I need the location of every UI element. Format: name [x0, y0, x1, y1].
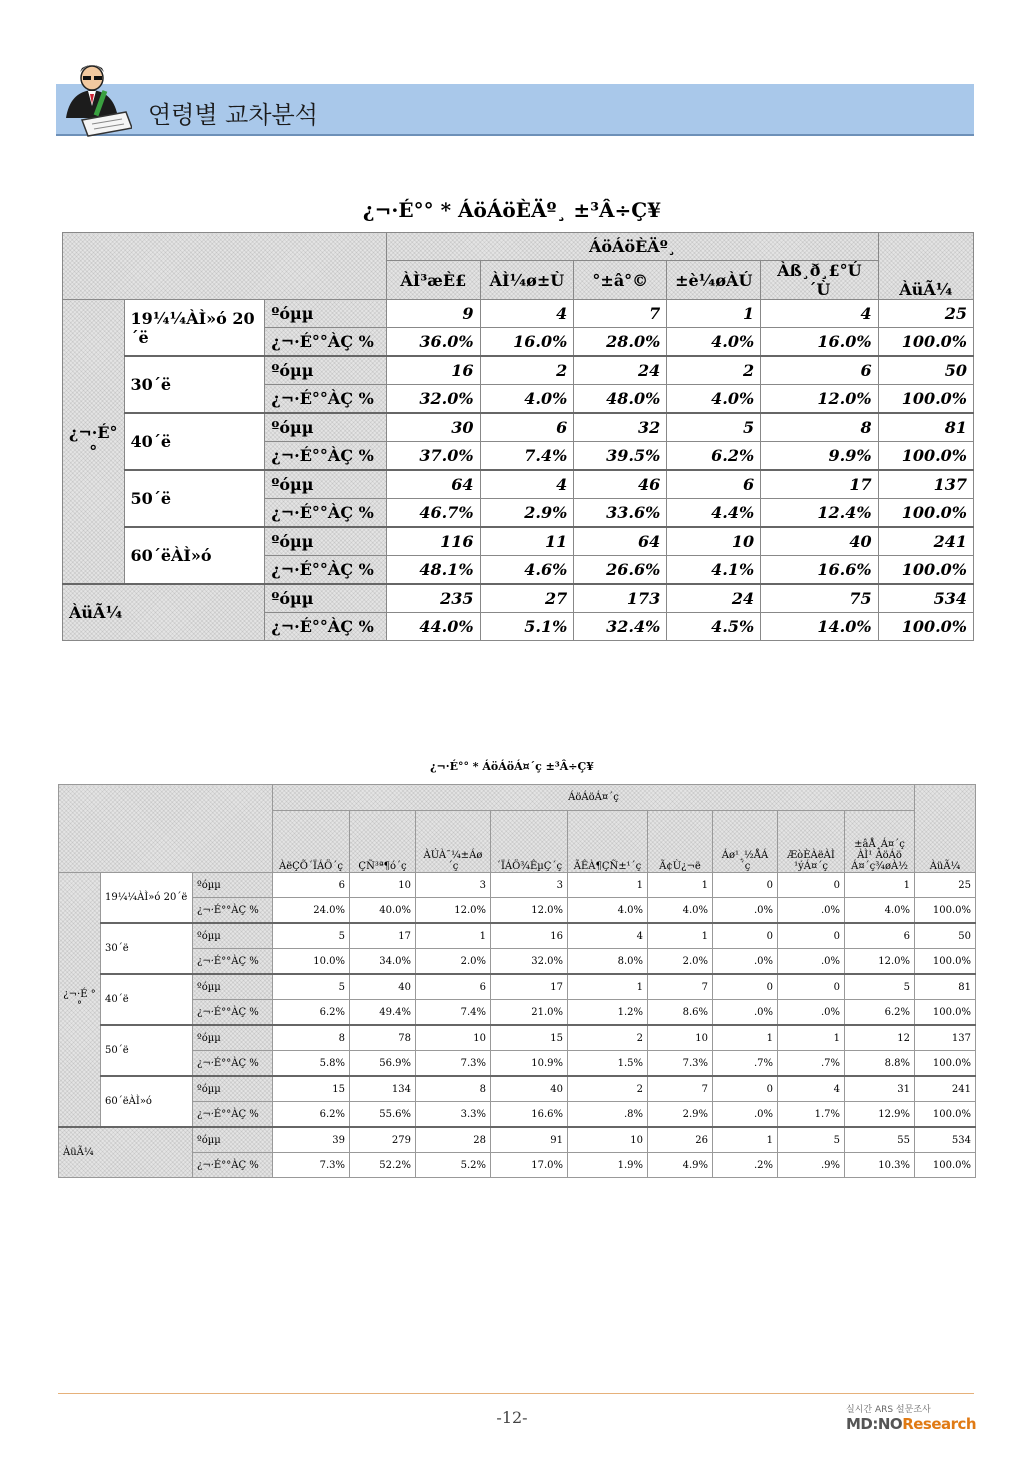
table2-percent-cell: 17.0% [491, 1153, 568, 1178]
table2-count-cell: 1 [778, 1025, 845, 1051]
table2-percent-cell: .7% [713, 1051, 778, 1077]
table1-percent-cell: 4.0% [667, 385, 761, 414]
table2-title: ¿¬·É°° * ÁöÁöÁ¤´ç ±³Â÷Ç¥ [430, 760, 594, 773]
table1-percent-cell: 12.4% [761, 499, 878, 528]
table2-count-cell: 40 [491, 1076, 568, 1102]
table2-row-group-label: ¿¬·É °° [59, 873, 101, 1128]
table1-count-cell: 64 [574, 527, 667, 556]
table2-percent-cell: 5.8% [273, 1051, 350, 1077]
table2-total-header: ÀüÃ¼ [915, 785, 976, 873]
table2-count-cell: 78 [350, 1025, 416, 1051]
table1-percent-cell: 5.1% [480, 613, 574, 641]
table2-percent-cell: 49.4% [350, 1000, 416, 1026]
table1-table-row [63, 527, 974, 556]
table1-table-row [63, 470, 974, 499]
table2-percent-cell: 2.9% [648, 1102, 713, 1128]
table1-count-cell: 30 [387, 413, 480, 442]
table1-count-cell: 8 [761, 413, 878, 442]
table2-percent-cell: 2.0% [648, 949, 713, 975]
table1-count-cell: 64 [387, 470, 480, 499]
table1-percent-cell: 4.0% [480, 385, 574, 414]
table2-percent-cell: .7% [778, 1051, 845, 1077]
businessman-writing-icon [52, 58, 132, 138]
table2-percent-cell: 8.0% [568, 949, 648, 975]
table2-row-label: 40´ë [101, 974, 193, 1025]
table2-row-label: 30´ë [101, 923, 193, 974]
table2-count-cell: 0 [778, 923, 845, 949]
table2-count-cell: 5 [273, 974, 350, 1000]
table1-count-cell: 16 [387, 356, 480, 385]
table2-count-cell: 40 [350, 974, 416, 1000]
table2-count-cell: 534 [915, 1127, 976, 1153]
table2-percent-cell: 1.2% [568, 1000, 648, 1026]
table2-count-cell: 25 [915, 873, 976, 898]
table2-count-cell: 39 [273, 1127, 350, 1153]
table2-count-cell: 8 [273, 1025, 350, 1051]
table2-percent-cell: 6.2% [273, 1102, 350, 1128]
table2-col-header: ÀÚÀ¯¼±Áø´ç [416, 811, 491, 873]
table1-count-cell: 116 [387, 527, 480, 556]
table2-count-cell: 3 [416, 873, 491, 898]
table2-measure-label: ¿¬·É°°ÀÇ % [193, 898, 273, 924]
table2-count-cell: 137 [915, 1025, 976, 1051]
table1-measure-label: ¿¬·É°°ÀÇ % [265, 556, 387, 585]
table2-count-cell: 8 [416, 1076, 491, 1102]
table2-percent-cell: 21.0% [491, 1000, 568, 1026]
table1-measure-label: ¿¬·É°°ÀÇ % [265, 328, 387, 357]
table2-measure-label: ¿¬·É°°ÀÇ % [193, 1000, 273, 1026]
table1-count-cell: 534 [878, 584, 973, 613]
table1-row-label: 30´ë [124, 356, 265, 413]
table2-count-cell: 81 [915, 974, 976, 1000]
table2-count-cell: 0 [778, 873, 845, 898]
table1-percent-cell: 16.0% [480, 328, 574, 357]
table1-count-cell: 24 [574, 356, 667, 385]
table2-percent-cell: 4.0% [568, 898, 648, 924]
table2-count-cell: 0 [778, 974, 845, 1000]
table1-count-cell: 24 [667, 584, 761, 613]
table2-count-cell: 10 [568, 1127, 648, 1153]
table1-count-cell: 173 [574, 584, 667, 613]
table1-count-cell: 17 [761, 470, 878, 499]
table1-percent-cell: 100.0% [878, 499, 973, 528]
table1-count-cell: 241 [878, 527, 973, 556]
table1-percent-cell: 44.0% [387, 613, 480, 641]
table2-count-cell: 0 [713, 974, 778, 1000]
table2-table-row [59, 873, 976, 898]
table2-percent-cell: .0% [713, 1102, 778, 1128]
table2-col-header: ÇÑ³ª¶ó´ç [350, 811, 416, 873]
table2-percent-cell: 12.9% [845, 1102, 915, 1128]
table2-measure-label: ºóµµ [193, 1127, 273, 1153]
table2-measure-label: ºóµµ [193, 974, 273, 1000]
table1-row-label: 60´ëÀÌ»ó [124, 527, 265, 584]
table2-percent-cell: 7.3% [273, 1153, 350, 1178]
table1-percent-cell: 16.0% [761, 328, 878, 357]
table2-row-label: 50´ë [101, 1025, 193, 1076]
table1-percent-cell: 16.6% [761, 556, 878, 585]
table2-percent-cell: .0% [778, 1000, 845, 1026]
table2-count-cell: 6 [845, 923, 915, 949]
table2-count-cell: 279 [350, 1127, 416, 1153]
table2-col-header: ÀëÇÕ´ÏÁÖ´ç [273, 811, 350, 873]
table1-measure-label: ¿¬·É°°ÀÇ % [265, 442, 387, 471]
table1-percent-cell: 100.0% [878, 328, 973, 357]
table1-count-cell: 32 [574, 413, 667, 442]
table2-count-cell: 4 [778, 1076, 845, 1102]
table2-percent-cell: 7.3% [648, 1051, 713, 1077]
brand-subtitle: 실시간 ARS 설문조사 [846, 1405, 931, 1415]
table1-measure-label: ºóµµ [265, 527, 387, 556]
table1-measure-label: ºóµµ [265, 470, 387, 499]
table2-percent-cell: .0% [778, 949, 845, 975]
table2-percent-cell: 24.0% [273, 898, 350, 924]
table2-percent-cell: 2.0% [416, 949, 491, 975]
table2-percent-cell: .0% [713, 949, 778, 975]
table1-percent-cell: 48.1% [387, 556, 480, 585]
table1-count-cell: 6 [761, 356, 878, 385]
table2-count-cell: 26 [648, 1127, 713, 1153]
page-title: 연령별 교차분석 [148, 101, 318, 129]
table2-count-cell: 0 [713, 923, 778, 949]
table2-percent-cell: 100.0% [915, 898, 976, 924]
table1-count-cell: 11 [480, 527, 574, 556]
table2-count-cell: 50 [915, 923, 976, 949]
table2-count-cell: 17 [491, 974, 568, 1000]
table2-measure-label: ºóµµ [193, 923, 273, 949]
table1-percent-cell: 4.4% [667, 499, 761, 528]
table1-row-label: 19¼¼ÀÌ»ó 20´ë [124, 300, 265, 357]
table1-total-header: ÀüÃ¼ [878, 233, 973, 300]
table2-count-cell: 5 [273, 923, 350, 949]
table2-percent-cell: 100.0% [915, 1153, 976, 1178]
table1-count-cell: 10 [667, 527, 761, 556]
table1-percent-cell: 2.9% [480, 499, 574, 528]
table1-count-cell: 2 [667, 356, 761, 385]
table1-col-header: ±è¼øÀÚ [667, 261, 761, 300]
table1-count-cell: 235 [387, 584, 480, 613]
table1-measure-label: ºóµµ [265, 356, 387, 385]
table2-count-cell: 55 [845, 1127, 915, 1153]
table1-percent-cell: 100.0% [878, 613, 973, 641]
table1-count-cell: 5 [667, 413, 761, 442]
table1-percent-cell: 32.0% [387, 385, 480, 414]
table2-percent-cell: 6.2% [273, 1000, 350, 1026]
table2-percent-cell: 12.0% [491, 898, 568, 924]
table1-percent-cell: 6.2% [667, 442, 761, 471]
table2-percent-cell: 12.0% [845, 949, 915, 975]
table1-count-cell: 4 [761, 300, 878, 328]
table1-count-cell: 7 [574, 300, 667, 328]
table2-count-cell: 6 [416, 974, 491, 1000]
table2-col-header: ÆòÈÀëÀÌ ¹ýÁ¤´ç [778, 811, 845, 873]
table2-percent-cell: 10.3% [845, 1153, 915, 1178]
table2-percent-cell: 52.2% [350, 1153, 416, 1178]
table1-measure-label: ºóµµ [265, 413, 387, 442]
table1-count-cell: 6 [480, 413, 574, 442]
table2-percent-cell: .8% [568, 1102, 648, 1128]
table1-count-cell: 1 [667, 300, 761, 328]
table2-percent-cell: 4.9% [648, 1153, 713, 1178]
table2-percent-cell: .0% [713, 898, 778, 924]
table2-row-label: 60´ëÀÌ»ó [101, 1076, 193, 1127]
table2-percent-cell: 7.4% [416, 1000, 491, 1026]
table1-percent-cell: 4.6% [480, 556, 574, 585]
brand-logo [846, 1415, 976, 1433]
table2-percent-cell: 1.9% [568, 1153, 648, 1178]
table1-percent-cell: 7.4% [480, 442, 574, 471]
table2-table-row [59, 1102, 976, 1128]
table2-count-cell: 0 [713, 873, 778, 898]
table1 [62, 232, 974, 641]
table1-table-row [63, 413, 974, 442]
table1-percent-cell: 100.0% [878, 556, 973, 585]
table2-percent-cell: 34.0% [350, 949, 416, 975]
table2 [58, 784, 976, 1178]
table1-table-row [63, 356, 974, 385]
table2-percent-cell: 40.0% [350, 898, 416, 924]
table2-group-header: ÁöÁöÁ¤´ç [273, 785, 915, 811]
table1-percent-cell: 100.0% [878, 385, 973, 414]
table2-percent-cell: 16.6% [491, 1102, 568, 1128]
table1-count-cell: 4 [480, 470, 574, 499]
table2-col-header: ÃÊÀ¶ÇÑ±¹´ç [568, 811, 648, 873]
footer-divider [58, 1393, 974, 1394]
table2-percent-cell: 100.0% [915, 1102, 976, 1128]
table1-measure-label: ¿¬·É°°ÀÇ % [265, 385, 387, 414]
table2-percent-cell: 100.0% [915, 949, 976, 975]
table2-count-cell: 1 [845, 873, 915, 898]
table2-count-cell: 2 [568, 1025, 648, 1051]
table2-count-cell: 7 [648, 1076, 713, 1102]
table1-row-label: 50´ë [124, 470, 265, 527]
table2-percent-cell: .0% [778, 898, 845, 924]
table2-count-cell: 7 [648, 974, 713, 1000]
table2-count-cell: 3 [491, 873, 568, 898]
table2-count-cell: 15 [491, 1025, 568, 1051]
table1-table-row [63, 584, 974, 613]
table2-count-cell: 28 [416, 1127, 491, 1153]
table1-count-cell: 46 [574, 470, 667, 499]
table2-measure-label: ºóµµ [193, 873, 273, 898]
table1-percent-cell: 12.0% [761, 385, 878, 414]
table2-measure-label: ¿¬·É°°ÀÇ % [193, 1102, 273, 1128]
table2-corner-cell [59, 785, 273, 873]
table2-percent-cell: 7.3% [416, 1051, 491, 1077]
table1-percent-cell: 32.4% [574, 613, 667, 641]
table2-percent-cell: 56.9% [350, 1051, 416, 1077]
table2-percent-cell: 4.0% [648, 898, 713, 924]
table2-col-header: ´ÏÁÖ¾ÊµÇ´ç [491, 811, 568, 873]
table2-percent-cell: 8.8% [845, 1051, 915, 1077]
table2-table-row [59, 1000, 976, 1026]
table2-percent-cell: .0% [713, 1000, 778, 1026]
table2-percent-cell: 100.0% [915, 1000, 976, 1026]
table1-percent-cell: 9.9% [761, 442, 878, 471]
table2-count-cell: 1 [713, 1127, 778, 1153]
table2-count-cell: 1 [568, 974, 648, 1000]
table2-count-cell: 10 [350, 873, 416, 898]
table2-table-row [59, 1153, 976, 1178]
table2-count-cell: 2 [568, 1076, 648, 1102]
table1-percent-cell: 14.0% [761, 613, 878, 641]
table1-corner-cell [63, 233, 387, 300]
table1-count-cell: 9 [387, 300, 480, 328]
table2-count-cell: 1 [568, 873, 648, 898]
table2-table-row [59, 1025, 976, 1051]
table2-count-cell: 16 [491, 923, 568, 949]
table1-percent-cell: 39.5% [574, 442, 667, 471]
page-number: -12- [496, 1408, 528, 1427]
table1-percent-cell: 46.7% [387, 499, 480, 528]
table2-percent-cell: 1.7% [778, 1102, 845, 1128]
table2-count-cell: 134 [350, 1076, 416, 1102]
table2-percent-cell: .9% [778, 1153, 845, 1178]
table1-percent-cell: 48.0% [574, 385, 667, 414]
table2-table-row [59, 974, 976, 1000]
table2-percent-cell: 3.3% [416, 1102, 491, 1128]
table2-count-cell: 1 [648, 923, 713, 949]
table2-measure-label: ¿¬·É°°ÀÇ % [193, 949, 273, 975]
table1-percent-cell: 26.6% [574, 556, 667, 585]
table2-percent-cell: 6.2% [845, 1000, 915, 1026]
table1-table-row [63, 300, 974, 328]
table1-count-cell: 137 [878, 470, 973, 499]
table2-table-row [59, 1127, 976, 1153]
table2-count-cell: 91 [491, 1127, 568, 1153]
table2-count-cell: 12 [845, 1025, 915, 1051]
table2-count-cell: 6 [273, 873, 350, 898]
table1-group-header: ÁöÁöÈÄº¸ [387, 233, 878, 261]
table2-table-row [59, 1076, 976, 1102]
table1-percent-cell: 28.0% [574, 328, 667, 357]
brand-logo-accent: Research [902, 1415, 977, 1433]
table2-percent-cell: 55.6% [350, 1102, 416, 1128]
table1-total-row-label: ÀüÃ¼ [63, 584, 265, 641]
table2-table-row [59, 898, 976, 924]
table2-percent-cell: 4.0% [845, 898, 915, 924]
table1-measure-label: ºóµµ [265, 584, 387, 613]
table2-percent-cell: 1.5% [568, 1051, 648, 1077]
table1-title: ¿¬·É°° * ÁöÁöÈÄº¸ ±³Â÷Ç¥ [362, 198, 662, 222]
table2-percent-cell: 32.0% [491, 949, 568, 975]
table2-percent-cell: 8.6% [648, 1000, 713, 1026]
table2-count-cell: 1 [713, 1025, 778, 1051]
table2-measure-label: ºóµµ [193, 1076, 273, 1102]
table2-count-cell: 17 [350, 923, 416, 949]
table1-percent-cell: 37.0% [387, 442, 480, 471]
table1-percent-cell: 33.6% [574, 499, 667, 528]
brand-logo-main: MD:NO [846, 1415, 903, 1433]
table1-count-cell: 81 [878, 413, 973, 442]
table2-measure-label: ºóµµ [193, 1025, 273, 1051]
table1-col-header: ÀÌ¼ø±Ù [480, 261, 574, 300]
table1-col-header: Àß¸ð¸£°Ú´Ù [761, 261, 878, 300]
table1-percent-cell: 4.0% [667, 328, 761, 357]
table2-count-cell: 5 [778, 1127, 845, 1153]
table2-count-cell: 4 [568, 923, 648, 949]
table1-row-group-label: ¿¬·É°° [63, 300, 125, 585]
table2-count-cell: 1 [416, 923, 491, 949]
table2-measure-label: ¿¬·É°°ÀÇ % [193, 1153, 273, 1178]
table1-percent-cell: 100.0% [878, 442, 973, 471]
table1-percent-cell: 4.1% [667, 556, 761, 585]
table2-table-row [59, 949, 976, 975]
table1-col-header: ÀÌ³æÈ£ [387, 261, 480, 300]
table2-percent-cell: 12.0% [416, 898, 491, 924]
table1-count-cell: 2 [480, 356, 574, 385]
table1-percent-cell: 36.0% [387, 328, 480, 357]
table1-percent-cell: 4.5% [667, 613, 761, 641]
table2-count-cell: 241 [915, 1076, 976, 1102]
table1-row-label: 40´ë [124, 413, 265, 470]
table1-count-cell: 4 [480, 300, 574, 328]
table2-total-row-label: ÀüÃ¼ [59, 1127, 193, 1178]
table2-col-header: Áø¹¸½ÅÁ´ç [713, 811, 778, 873]
table2-count-cell: 10 [648, 1025, 713, 1051]
table2-measure-label: ¿¬·É°°ÀÇ % [193, 1051, 273, 1077]
table2-count-cell: 31 [845, 1076, 915, 1102]
table2-count-cell: 1 [648, 873, 713, 898]
table2-table-row [59, 1051, 976, 1077]
table1-count-cell: 6 [667, 470, 761, 499]
table1-count-cell: 27 [480, 584, 574, 613]
table1-measure-label: ¿¬·É°°ÀÇ % [265, 499, 387, 528]
table2-count-cell: 5 [845, 974, 915, 1000]
table2-count-cell: 10 [416, 1025, 491, 1051]
table2-percent-cell: .2% [713, 1153, 778, 1178]
table1-col-header: °±â°© [574, 261, 667, 300]
table1-count-cell: 75 [761, 584, 878, 613]
table1-count-cell: 40 [761, 527, 878, 556]
table2-percent-cell: 10.9% [491, 1051, 568, 1077]
table2-table-row [59, 923, 976, 949]
table2-percent-cell: 5.2% [416, 1153, 491, 1178]
table2-count-cell: 0 [713, 1076, 778, 1102]
table2-col-header: ±âÅ¸Á¤´ç ÀÌ¹ ÁöÁö Á¤´ç¾øÀ½ [845, 811, 915, 873]
table2-count-cell: 15 [273, 1076, 350, 1102]
table1-count-cell: 50 [878, 356, 973, 385]
table2-percent-cell: 10.0% [273, 949, 350, 975]
table2-row-label: 19¼¼ÀÌ»ó 20´ë [101, 873, 193, 924]
table1-measure-label: ºóµµ [265, 300, 387, 328]
table1-measure-label: ¿¬·É°°ÀÇ % [265, 613, 387, 641]
table2-col-header: Ã¢Ù¿¬ë [648, 811, 713, 873]
table2-percent-cell: 100.0% [915, 1051, 976, 1077]
table1-count-cell: 25 [878, 300, 973, 328]
